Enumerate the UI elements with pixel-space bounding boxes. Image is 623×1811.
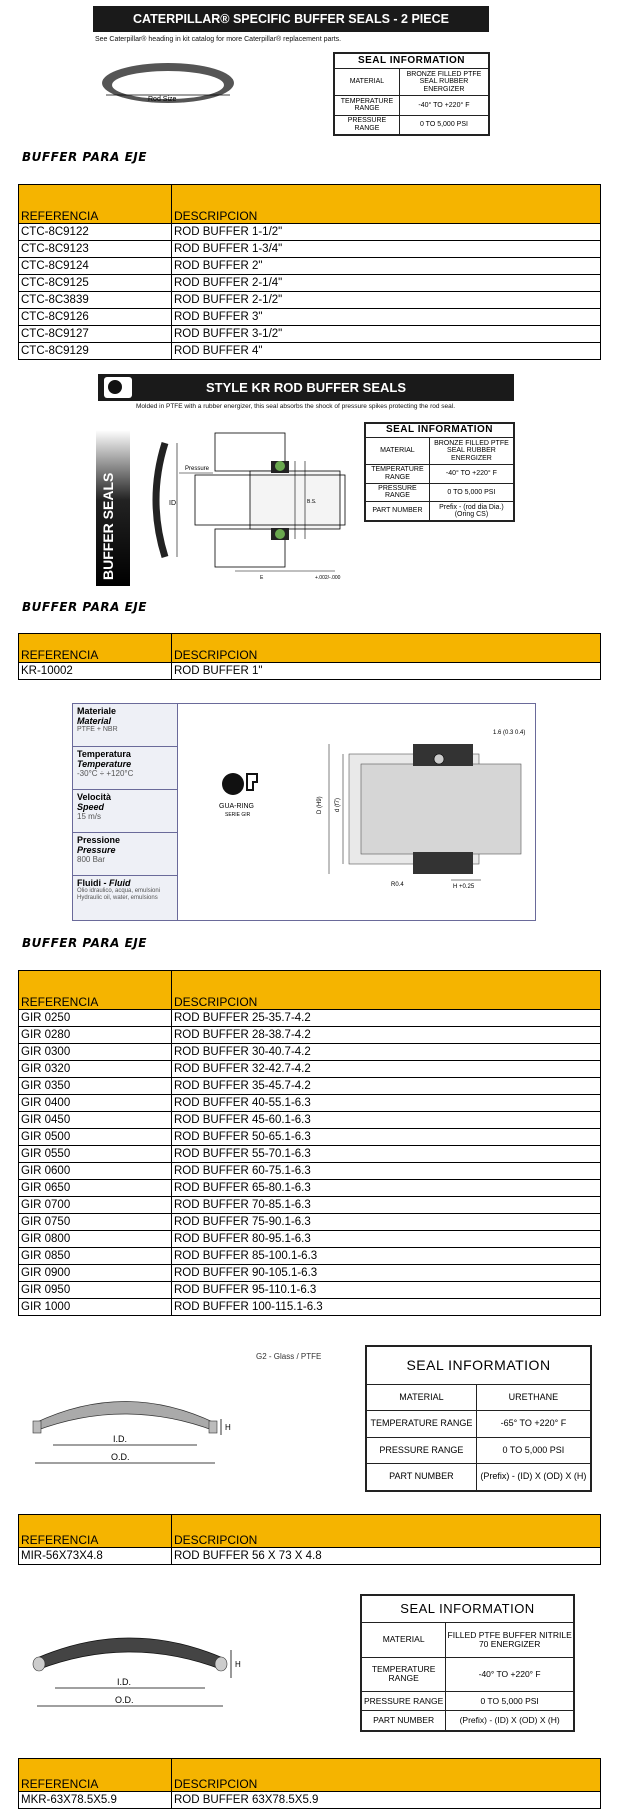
table-row xyxy=(19,1299,601,1316)
gua-ring-sub: SERIE GIR xyxy=(225,812,251,818)
column-header: DESCRIPCION xyxy=(172,185,601,224)
table-row xyxy=(19,634,601,663)
svg-text:E: E xyxy=(260,575,264,581)
table-cell: CTC-8C3839 xyxy=(19,292,172,309)
mir-ring-diagram xyxy=(25,1385,230,1470)
table-row xyxy=(19,1282,601,1299)
table-cell: GIR 0800 xyxy=(19,1231,172,1248)
table-cell: SEAL INFORMATION xyxy=(367,1347,591,1385)
table-row xyxy=(366,464,514,483)
svg-text:O.D.: O.D. xyxy=(115,1695,134,1705)
table-cell: ROD BUFFER 100-115.1-6.3 xyxy=(172,1299,601,1316)
table-row xyxy=(366,502,514,521)
column-header: REFERENCIA xyxy=(19,971,172,1010)
section-heading-3: BUFFER PARA EJE xyxy=(22,936,147,950)
table-row xyxy=(362,1691,574,1711)
table-cell: GIR 0700 xyxy=(19,1197,172,1214)
pressure-label: Pressure xyxy=(185,466,210,472)
table-row xyxy=(19,663,601,680)
buffer-table-4 xyxy=(18,1514,601,1565)
gir-spec-column xyxy=(73,704,178,920)
gir-cross-section-diagram xyxy=(181,704,531,918)
column-header: DESCRIPCION xyxy=(172,971,601,1010)
kr-banner: STYLE KR ROD BUFFER SEALS xyxy=(98,374,514,401)
table-cell: BRONZE FILLED PTFE SEAL RUBBER ENERGIZER xyxy=(429,438,513,465)
table-cell: BRONZE FILLED PTFE SEAL RUBBER ENERGIZER xyxy=(399,68,488,95)
table-row xyxy=(19,1078,601,1095)
column-header: REFERENCIA xyxy=(19,185,172,224)
table-row xyxy=(362,1711,574,1731)
table-row xyxy=(19,1515,601,1548)
column-header: REFERENCIA xyxy=(19,1515,172,1548)
svg-text:D (H9): D (H9) xyxy=(317,796,323,814)
spec-fluid: Fluidi - Fluid Olio idraulico, acqua, emulsioni Hydraulic oil, water, emulsions xyxy=(77,878,161,902)
section-heading-2: BUFFER PARA EJE xyxy=(22,600,147,614)
table-cell: ROD BUFFER 1" xyxy=(172,663,601,680)
table-row xyxy=(367,1464,591,1491)
gir-spec-box xyxy=(72,703,536,921)
column-header: DESCRIPCION xyxy=(172,1759,601,1792)
svg-text:O.D.: O.D. xyxy=(111,1452,130,1462)
table-cell: ROD BUFFER 45-60.1-6.3 xyxy=(172,1112,601,1129)
table-row xyxy=(19,1146,601,1163)
table-cell: 0 TO 5,000 PSI xyxy=(429,483,513,502)
table-cell: SEAL INFORMATION xyxy=(366,424,514,438)
table-cell: ROD BUFFER 63X78.5X5.9 xyxy=(172,1792,601,1809)
mkr-seal-info xyxy=(360,1594,575,1732)
svg-text:H: H xyxy=(235,1660,241,1669)
table-cell: ROD BUFFER 60-75.1-6.3 xyxy=(172,1163,601,1180)
table-cell: MIR-56X73X4.8 xyxy=(19,1548,172,1565)
table-row xyxy=(366,424,514,438)
table-cell: URETHANE xyxy=(476,1384,590,1411)
table-cell: GIR 0320 xyxy=(19,1061,172,1078)
kr-cross-section-diagram xyxy=(135,425,355,585)
table-cell: GIR 0600 xyxy=(19,1163,172,1180)
table-cell: ROD BUFFER 90-105.1-6.3 xyxy=(172,1265,601,1282)
table-row xyxy=(19,224,601,241)
table-cell: -40° TO +220° F xyxy=(429,464,513,483)
svg-text:H +0.25: H +0.25 xyxy=(453,884,475,890)
kr-banner-logo-icon xyxy=(104,377,132,398)
table-cell: GIR 0850 xyxy=(19,1248,172,1265)
table-cell: TEMPERATURE RANGE xyxy=(366,464,430,483)
table-row xyxy=(335,115,489,134)
cat-note: See Caterpillar® heading in kit catalog for more Caterpillar® replacement parts. xyxy=(95,36,342,43)
table-row xyxy=(367,1411,591,1438)
table-cell: CTC-8C9127 xyxy=(19,326,172,343)
table-row xyxy=(366,438,514,465)
table-cell: PRESSURE RANGE xyxy=(335,115,400,134)
table-row xyxy=(19,1759,601,1792)
table-cell: PART NUMBER xyxy=(367,1464,477,1491)
table-cell: KR-10002 xyxy=(19,663,172,680)
table-cell: 0 TO 5,000 PSI xyxy=(399,115,488,134)
spec-temperature: Temperatura Temperature -30°C ÷ +120°C xyxy=(73,747,177,790)
svg-text:d (f7): d (f7) xyxy=(335,797,341,812)
table-cell: ROD BUFFER 2-1/4" xyxy=(172,275,601,292)
table-cell: CTC-8C9123 xyxy=(19,241,172,258)
table-cell: PART NUMBER xyxy=(362,1711,446,1731)
table-cell: MATERIAL xyxy=(366,438,430,465)
table-row xyxy=(335,68,489,95)
table-cell: ROD BUFFER 4" xyxy=(172,343,601,360)
table-cell: GIR 0250 xyxy=(19,1010,172,1027)
table-cell: ROD BUFFER 2-1/2" xyxy=(172,292,601,309)
table-row xyxy=(19,309,601,326)
table-cell: PRESSURE RANGE xyxy=(362,1691,446,1711)
table-cell: CTC-8C9125 xyxy=(19,275,172,292)
table-cell: GIR 1000 xyxy=(19,1299,172,1316)
table-row xyxy=(367,1437,591,1464)
table-cell: 0 TO 5,000 PSI xyxy=(446,1691,574,1711)
table-row xyxy=(19,326,601,343)
table-cell: (Prefix) - (ID) X (OD) X (H) xyxy=(446,1711,574,1731)
kr-note: Molded in PTFE with a rubber energizer, this seal absorbs the shock of pressure spikes protecting the rod seal. xyxy=(136,403,456,410)
spec-material: Materiale Material PTFE + NBR xyxy=(73,704,177,747)
table-cell: ROD BUFFER 25-35.7-4.2 xyxy=(172,1010,601,1027)
table-cell: PRESSURE RANGE xyxy=(366,483,430,502)
table-row xyxy=(19,971,601,1010)
svg-text:H: H xyxy=(225,1423,231,1432)
table-cell: ROD BUFFER 3" xyxy=(172,309,601,326)
spec-pressure: Pressione Pressure 800 Bar xyxy=(73,833,177,876)
table-cell: GIR 0300 xyxy=(19,1044,172,1061)
table-row xyxy=(19,1265,601,1282)
column-header: REFERENCIA xyxy=(19,1759,172,1792)
table-row xyxy=(19,1163,601,1180)
buffer-table-1 xyxy=(18,184,601,360)
mir-seal-info xyxy=(365,1345,592,1492)
table-cell: 0 TO 5,000 PSI xyxy=(476,1437,590,1464)
table-cell: GIR 0650 xyxy=(19,1180,172,1197)
table-cell: ROD BUFFER 95-110.1-6.3 xyxy=(172,1282,601,1299)
table-cell: ROD BUFFER 3-1/2" xyxy=(172,326,601,343)
table-cell: GIR 0750 xyxy=(19,1214,172,1231)
table-row xyxy=(19,343,601,360)
svg-text:I.D.: I.D. xyxy=(113,1434,128,1444)
buffer-table-5 xyxy=(18,1758,601,1809)
table-row xyxy=(19,1112,601,1129)
table-row xyxy=(19,1044,601,1061)
table-row xyxy=(19,1095,601,1112)
table-cell: ROD BUFFER 35-45.7-4.2 xyxy=(172,1078,601,1095)
table-cell: GIR 0450 xyxy=(19,1112,172,1129)
kr-side-label: BUFFER SEALS xyxy=(100,472,116,580)
table-row xyxy=(367,1384,591,1411)
table-cell: GIR 0950 xyxy=(19,1282,172,1299)
table-cell: FILLED PTFE BUFFER NITRILE 70 ENERGIZER xyxy=(446,1623,574,1657)
table-row xyxy=(362,1596,574,1623)
table-cell: ROD BUFFER 2" xyxy=(172,258,601,275)
cat-banner: CATERPILLAR® SPECIFIC BUFFER SEALS - 2 PIECE xyxy=(93,6,489,32)
svg-text:I.D.: I.D. xyxy=(117,1677,132,1687)
table-row xyxy=(19,1197,601,1214)
table-cell: ROD BUFFER 40-55.1-6.3 xyxy=(172,1095,601,1112)
table-cell: CTC-8C9126 xyxy=(19,309,172,326)
svg-text:+.002/-.000: +.002/-.000 xyxy=(315,575,341,581)
rod-size-label: Rod Size xyxy=(148,96,177,103)
table-cell: ROD BUFFER 80-95.1-6.3 xyxy=(172,1231,601,1248)
table-cell: -40° TO +220° F xyxy=(399,96,488,115)
kr-seal-info xyxy=(364,422,515,522)
table-row xyxy=(335,96,489,115)
section-heading-1: BUFFER PARA EJE xyxy=(22,150,147,164)
table-row xyxy=(367,1347,591,1385)
table-cell: ROD BUFFER 50-65.1-6.3 xyxy=(172,1129,601,1146)
table-row xyxy=(335,54,489,69)
table-row xyxy=(19,275,601,292)
table-row xyxy=(19,1010,601,1027)
table-cell: MATERIAL xyxy=(362,1623,446,1657)
table-cell: CTC-8C9124 xyxy=(19,258,172,275)
column-header: REFERENCIA xyxy=(19,634,172,663)
table-cell: PART NUMBER xyxy=(366,502,430,521)
table-cell: GIR 0350 xyxy=(19,1078,172,1095)
table-cell: (Prefix) - (ID) X (OD) X (H) xyxy=(476,1464,590,1491)
table-row xyxy=(19,1548,601,1565)
table-cell: ROD BUFFER 65-80.1-6.3 xyxy=(172,1180,601,1197)
svg-text:1.6 (0.3 0.4): 1.6 (0.3 0.4) xyxy=(493,730,526,736)
table-cell: PRESSURE RANGE xyxy=(367,1437,477,1464)
table-row xyxy=(362,1623,574,1657)
table-row xyxy=(19,185,601,224)
table-cell: ROD BUFFER 1-3/4" xyxy=(172,241,601,258)
cat-seal-info xyxy=(333,52,490,136)
table-cell: MKR-63X78.5X5.9 xyxy=(19,1792,172,1809)
table-cell: ROD BUFFER 28-38.7-4.2 xyxy=(172,1027,601,1044)
column-header: DESCRIPCION xyxy=(172,634,601,663)
table-cell: TEMPERATURE RANGE xyxy=(367,1411,477,1438)
table-cell: TEMPERATURE RANGE xyxy=(335,96,400,115)
table-cell: -40° TO +220° F xyxy=(446,1657,574,1691)
buffer-table-3 xyxy=(18,970,601,1316)
table-row xyxy=(19,241,601,258)
table-cell: ROD BUFFER 85-100.1-6.3 xyxy=(172,1248,601,1265)
table-cell: ROD BUFFER 1-1/2" xyxy=(172,224,601,241)
table-cell: ROD BUFFER 56 X 73 X 4.8 xyxy=(172,1548,601,1565)
table-cell: ROD BUFFER 70-85.1-6.3 xyxy=(172,1197,601,1214)
table-row xyxy=(19,292,601,309)
table-row xyxy=(19,1231,601,1248)
svg-text:B.S.: B.S. xyxy=(307,499,317,505)
table-cell: CTC-8C9129 xyxy=(19,343,172,360)
svg-text:R0.4: R0.4 xyxy=(391,882,404,888)
column-header: DESCRIPCION xyxy=(172,1515,601,1548)
table-row xyxy=(19,1180,601,1197)
cat-ring-image xyxy=(90,55,250,105)
mkr-ring-diagram xyxy=(25,1620,240,1715)
table-row xyxy=(19,1129,601,1146)
table-cell: MATERIAL xyxy=(335,68,400,95)
table-row xyxy=(362,1657,574,1691)
table-cell: ROD BUFFER 32-42.7-4.2 xyxy=(172,1061,601,1078)
table-cell: SEAL INFORMATION xyxy=(362,1596,574,1623)
mir-caption: G2 - Glass / PTFE xyxy=(256,1352,322,1361)
table-cell: GIR 0400 xyxy=(19,1095,172,1112)
table-cell: CTC-8C9122 xyxy=(19,224,172,241)
buffer-table-2 xyxy=(18,633,601,680)
table-cell: GIR 0550 xyxy=(19,1146,172,1163)
table-cell: ROD BUFFER 55-70.1-6.3 xyxy=(172,1146,601,1163)
spec-speed: Velocità Speed 15 m/s xyxy=(73,790,177,833)
table-cell: GIR 0280 xyxy=(19,1027,172,1044)
table-cell: GIR 0900 xyxy=(19,1265,172,1282)
kr-side-bar xyxy=(96,430,130,586)
table-row xyxy=(19,1061,601,1078)
table-row xyxy=(19,1214,601,1231)
table-row xyxy=(366,483,514,502)
table-cell: MATERIAL xyxy=(367,1384,477,1411)
svg-text:ID: ID xyxy=(169,500,176,507)
table-cell: -65° TO +220° F xyxy=(476,1411,590,1438)
table-cell: ROD BUFFER 30-40.7-4.2 xyxy=(172,1044,601,1061)
table-cell: TEMPERATURE RANGE xyxy=(362,1657,446,1691)
table-row xyxy=(19,1027,601,1044)
table-row xyxy=(19,1792,601,1809)
table-row xyxy=(19,1248,601,1265)
table-cell: Prefix - (rod dia Dia.) (Oring CS) xyxy=(429,502,513,521)
gua-ring-label: GUA-RING xyxy=(219,803,254,810)
table-row xyxy=(19,258,601,275)
table-cell: SEAL INFORMATION xyxy=(335,54,489,69)
table-cell: ROD BUFFER 75-90.1-6.3 xyxy=(172,1214,601,1231)
table-cell: GIR 0500 xyxy=(19,1129,172,1146)
